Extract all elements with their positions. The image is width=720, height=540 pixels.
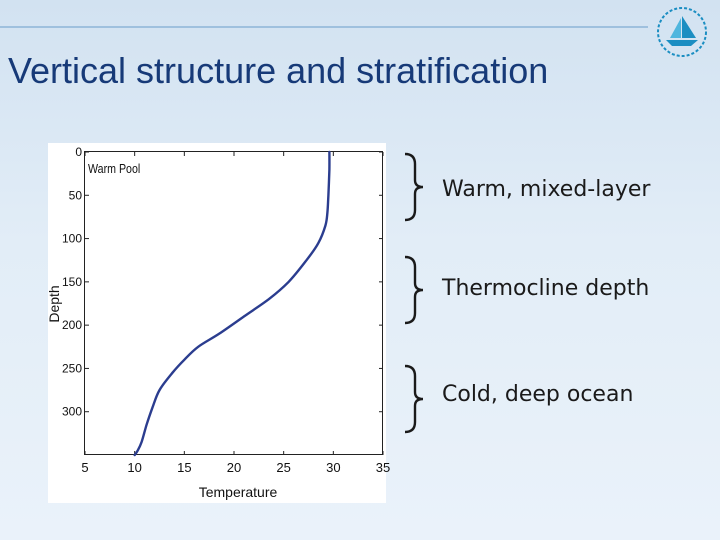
logo-icon <box>656 6 708 58</box>
plot-frame <box>85 152 383 455</box>
y-tick-label-200: 200 <box>61 318 82 333</box>
annotation-thermocline-depth: Thermocline depth <box>442 276 650 301</box>
y-tick-label-100: 100 <box>61 231 82 246</box>
x-tick-label-5: 5 <box>81 460 89 475</box>
temperature-depth-chart <box>46 143 391 503</box>
x-tick-label-30: 30 <box>326 460 341 475</box>
y-tick-label-0: 0 <box>75 145 82 159</box>
y-tick-label-150: 150 <box>61 274 82 289</box>
x-tick-labels <box>81 460 390 475</box>
chart-panel <box>46 143 391 503</box>
x-tick-label-15: 15 <box>177 460 192 475</box>
y-axis-label: Depth <box>46 285 62 323</box>
brace-thermocline-icon <box>401 255 429 325</box>
annotation-warm-mixed-layer: Warm, mixed-layer <box>442 177 651 202</box>
y-tick-label-250: 250 <box>61 361 82 376</box>
brace-deep-ocean-icon <box>401 364 429 434</box>
x-tick-label-10: 10 <box>127 460 142 475</box>
chart-inset-label: Warm Pool <box>88 160 141 177</box>
brace-warm-icon <box>401 152 429 222</box>
x-tick-label-35: 35 <box>375 460 391 475</box>
x-tick-label-20: 20 <box>226 460 242 475</box>
slide-title: Vertical structure and stratification <box>8 50 549 91</box>
y-tick-label-300: 300 <box>61 404 82 419</box>
annotation-cold-deep-ocean: Cold, deep ocean <box>442 382 634 407</box>
x-axis-label: Temperature <box>198 484 278 500</box>
y-tick-label-50: 50 <box>68 188 82 203</box>
header-rule <box>0 26 648 28</box>
y-tick-labels <box>62 145 82 419</box>
x-tick-label-25: 25 <box>276 460 291 475</box>
